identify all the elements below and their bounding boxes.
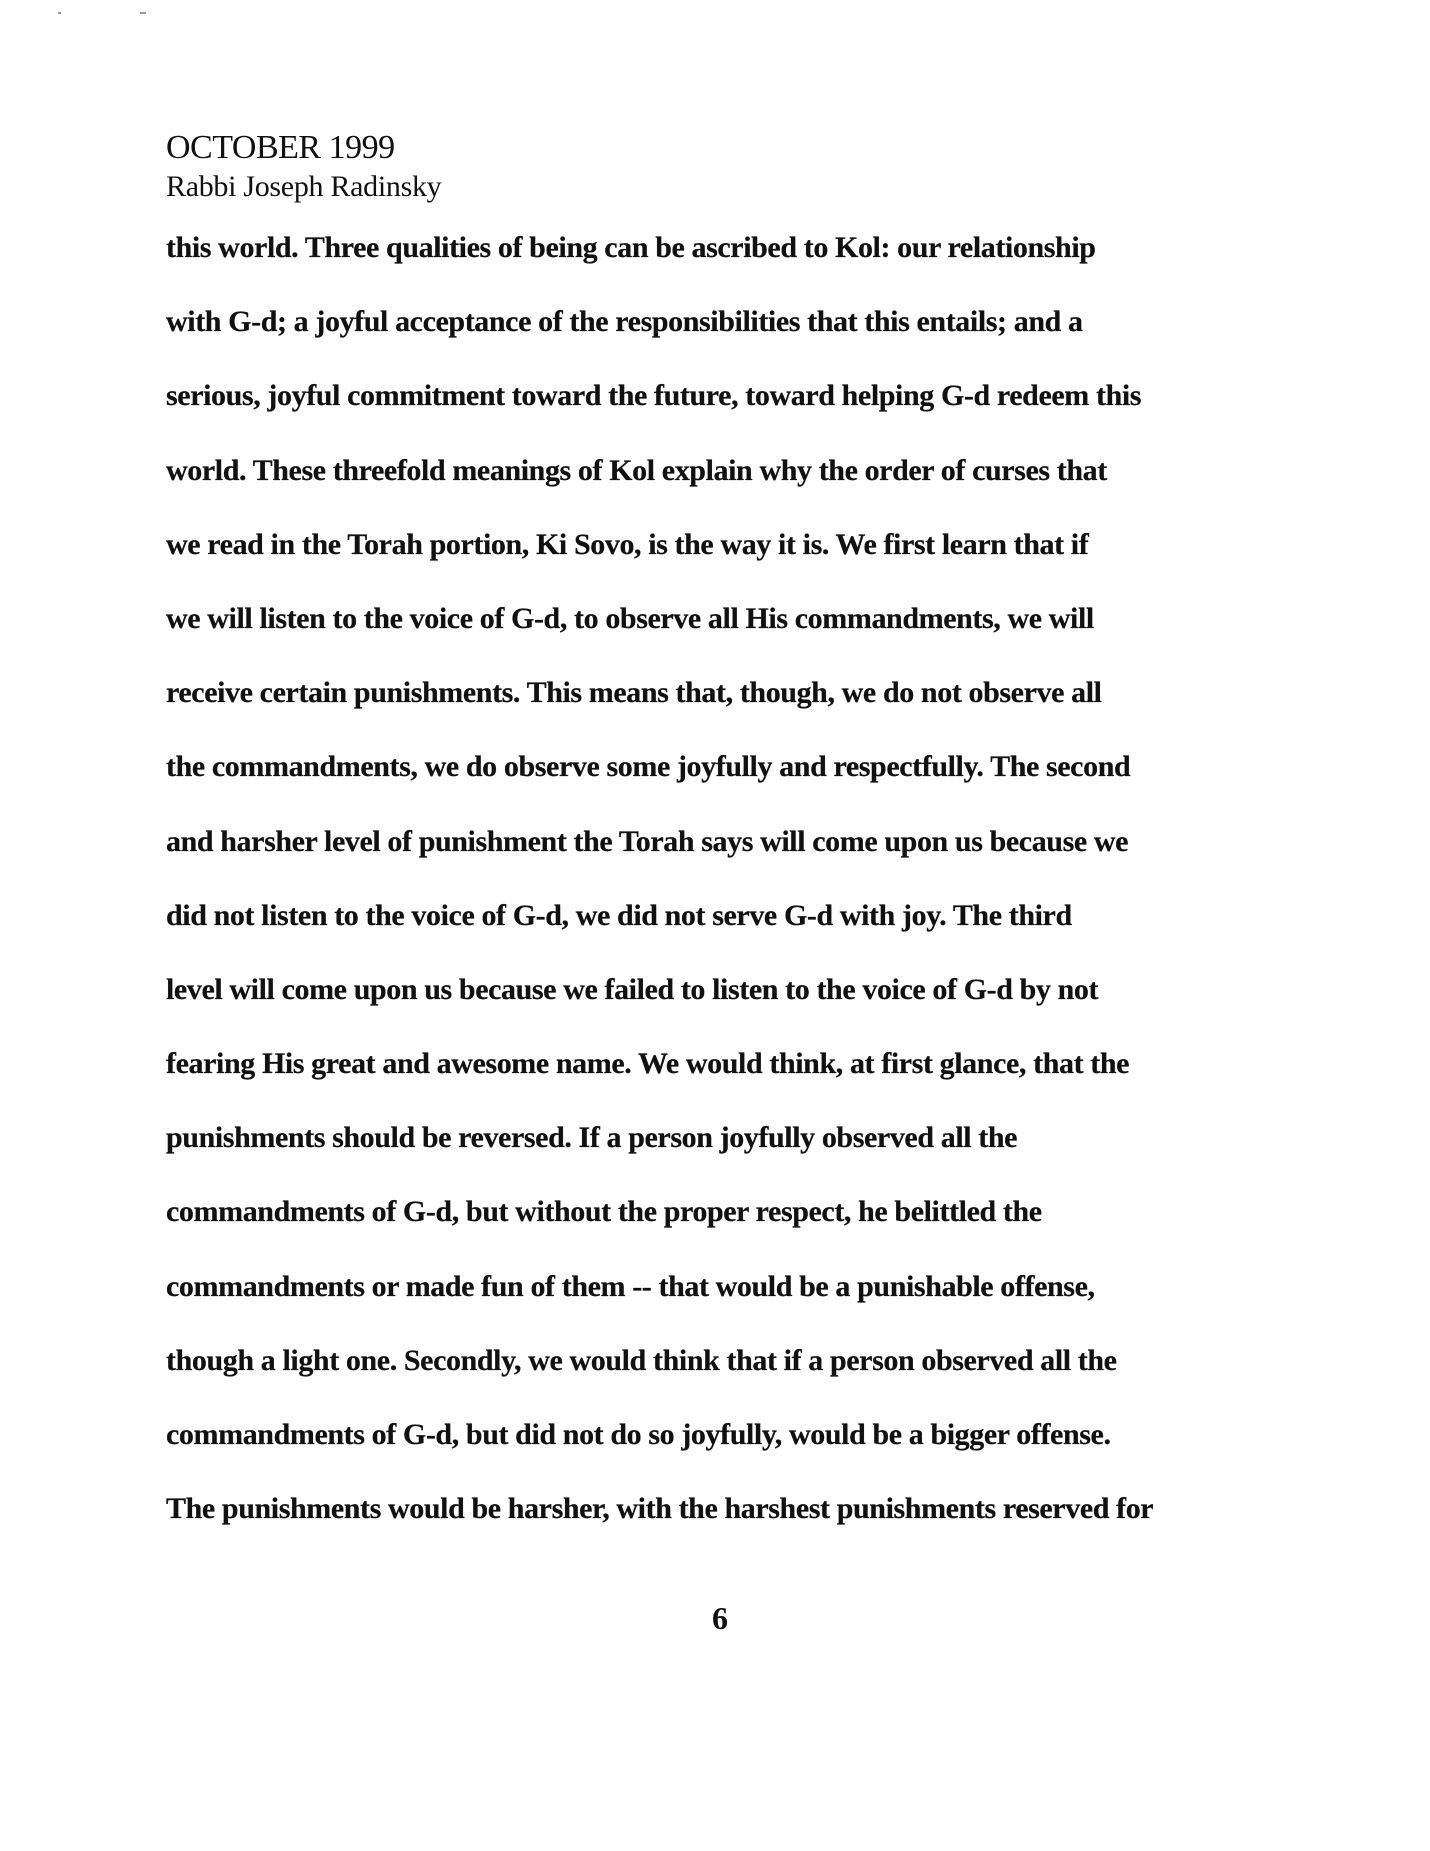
text-line: with G-d; a joyful acceptance of the responsibilities that this entails; and a (166, 305, 1083, 339)
text-line: and harsher level of punishment the Torah says will come upon us because we (166, 824, 1129, 858)
text-line: this world. Three qualities of being can be ascribed to Kol: our relationship (166, 231, 1096, 264)
text-line: level will come upon us because we failed to listen to the voice of G-d by not (166, 972, 1099, 1006)
text-line: though a light one. Secondly, we would think that if a person observed all the (166, 1343, 1117, 1377)
text-line: fearing His great and awesome name. We would think, at first glance, that the (166, 1047, 1130, 1081)
text-line: commandments of G-d, but did not do so joyfully, would be a bigger offense. (166, 1418, 1111, 1451)
text-line: we will listen to the voice of G-d, to observe all His commandments, we will (166, 601, 1094, 635)
text-line: commandments or made fun of them -- that would be a punishable offense, (166, 1269, 1095, 1303)
scan-artifact (140, 12, 146, 14)
text-line: did not listen to the voice of G-d, we did not serve G-d with joy. The third (166, 898, 1072, 932)
text-line: the commandments, we do observe some joyfully and respectfully. The second (166, 750, 1131, 784)
text-line: commandments of G-d, but without the proper respect, he belittled the (166, 1195, 1042, 1229)
scan-artifact (58, 12, 61, 14)
text-line: receive certain punishments. This means that, though, we do not observe all (166, 676, 1102, 710)
text-line: world. These threefold meanings of Kol explain why the order of curses that (166, 453, 1107, 487)
text-line: serious, joyful commitment toward the future, toward helping G-d redeem this (166, 379, 1142, 413)
page-number: 6 (712, 1600, 728, 1636)
page-header (166, 128, 1266, 206)
text-line: punishments should be reversed. If a person joyfully observed all the (166, 1121, 1018, 1155)
body-text (166, 228, 1276, 1563)
text-line: The punishments would be harsher, with the harshest punishments reserved for (166, 1492, 1154, 1526)
header-date: OCTOBER 1999 (166, 129, 395, 166)
text-line: we read in the Torah portion, Ki Sovo, is the way it is. We first learn that if (166, 527, 1089, 561)
header-author: Rabbi Joseph Radinsky (166, 170, 442, 203)
